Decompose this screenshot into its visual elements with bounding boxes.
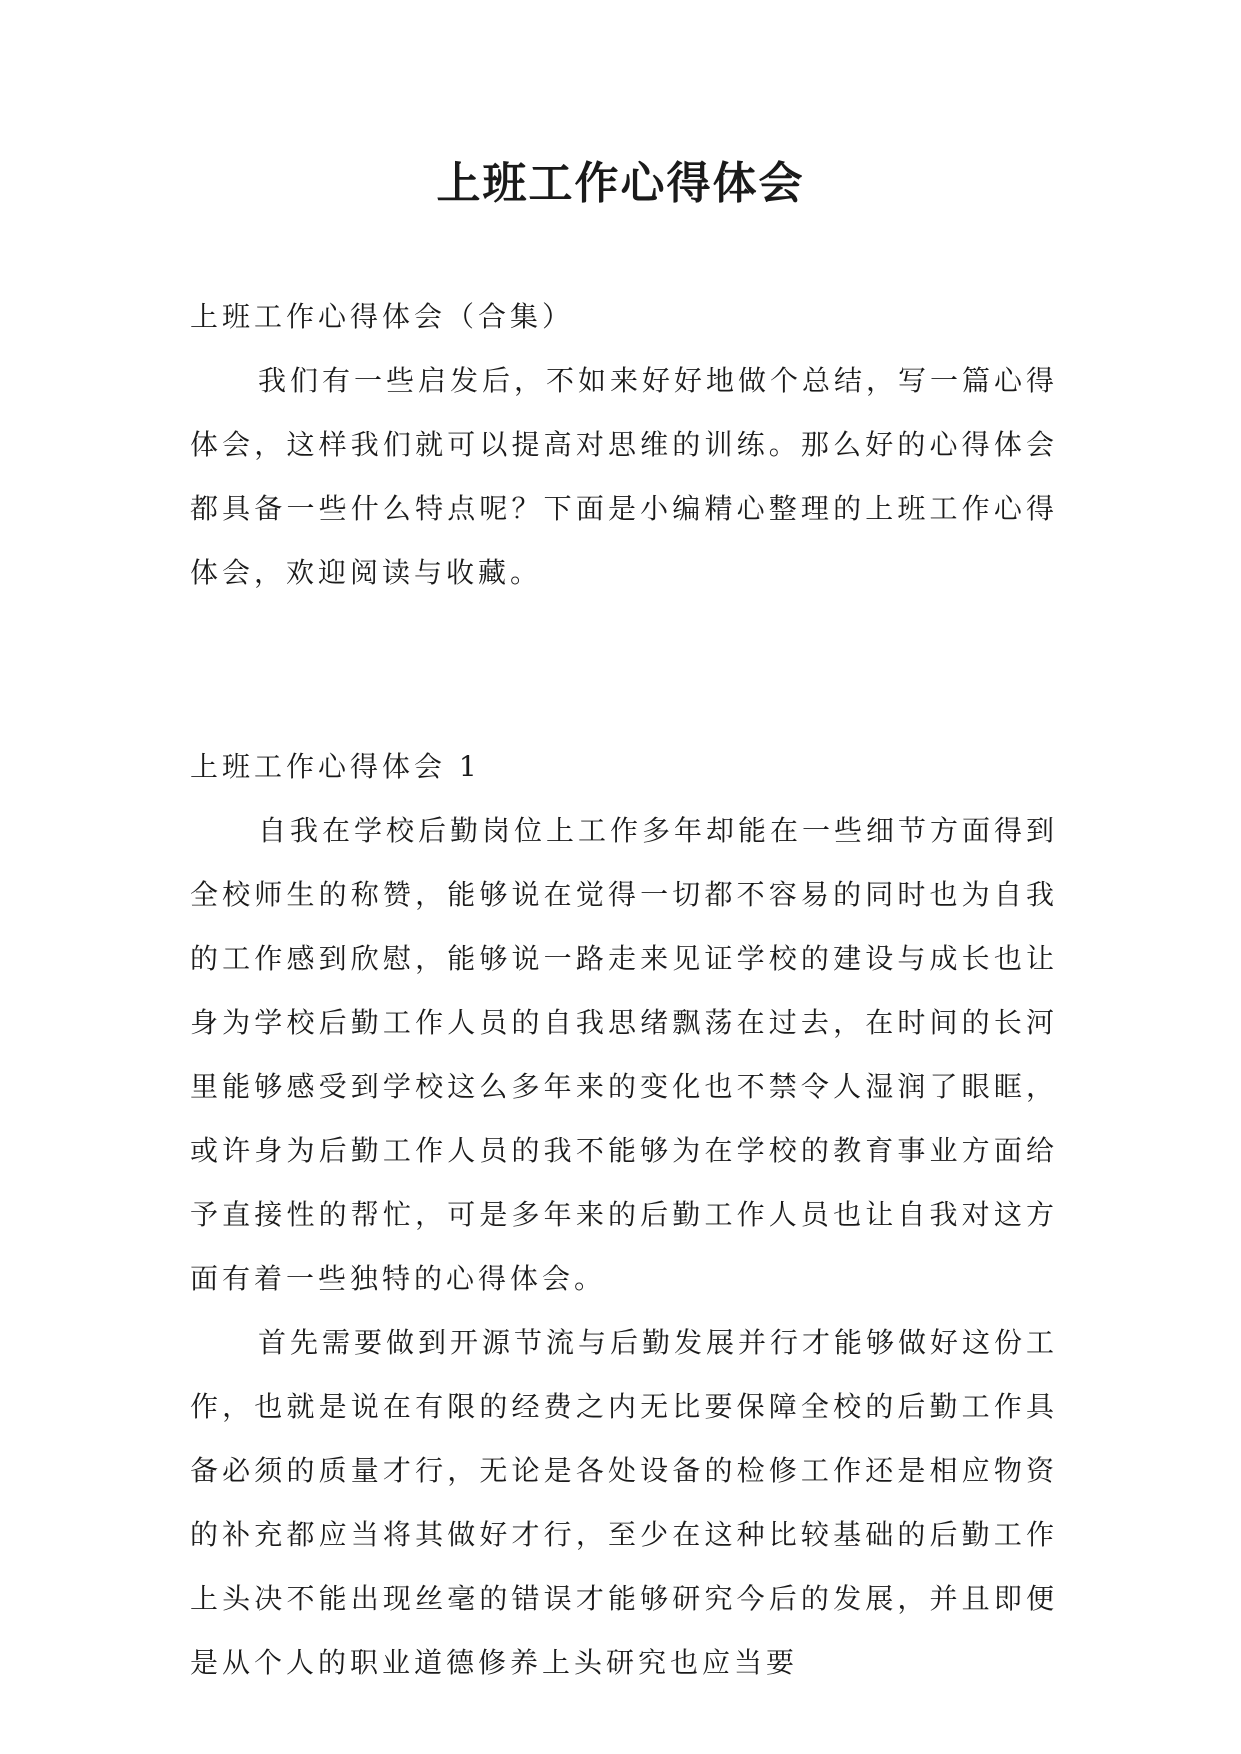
section-spacer bbox=[190, 605, 1058, 735]
section-1-paragraph-2: 首先需要做到开源节流与后勤发展并行才能够做好这份工作，也就是说在有限的经费之内无比要保障全校的后勤工作具备必须的质量才行，无论是各处设备的检修工作还是相应物资的补充都应当将其做好才行，至少在这种比较基础的后勤工作上头决不能出现丝毫的错误才能够研究今后的发展，并且即便是从个人的职业道德修养上头研究也应当要 bbox=[190, 1326, 1059, 1679]
intro-paragraph: 我们有一些启发后，不如来好好地做个总结，写一篇心得体会，这样我们就可以提高对思维的训练。那么好的心得体会都具备一些什么特点呢？下面是小编精心整理的上班工作心得体会，欢迎阅读与收藏。 bbox=[190, 364, 1059, 589]
section-1-heading: 上班工作心得体会 1 bbox=[190, 750, 481, 783]
section-1-paragraph-1: 自我在学校后勤岗位上工作多年却能在一些细节方面得到全校师生的称赞，能够说在觉得一切都不容易的同时也为自我的工作感到欣慰，能够说一路走来见证学校的建设与成长也让身为学校后勤工作人员的自我思绪飘荡在过去，在时间的长河里能够感受到学校这么多年来的变化也不禁令人湿润了眼眶，或许身为后勤工作人员的我不能够为在学校的教育事业方面给予直接性的帮忙，可是多年来的后勤工作人员也让自我对这方面有着一些独特的心得体会。 bbox=[190, 814, 1059, 1295]
collection-heading: 上班工作心得体会（合集） bbox=[190, 300, 575, 333]
document-title: 上班工作心得体会 bbox=[436, 158, 805, 209]
document-body bbox=[190, 285, 1058, 1695]
